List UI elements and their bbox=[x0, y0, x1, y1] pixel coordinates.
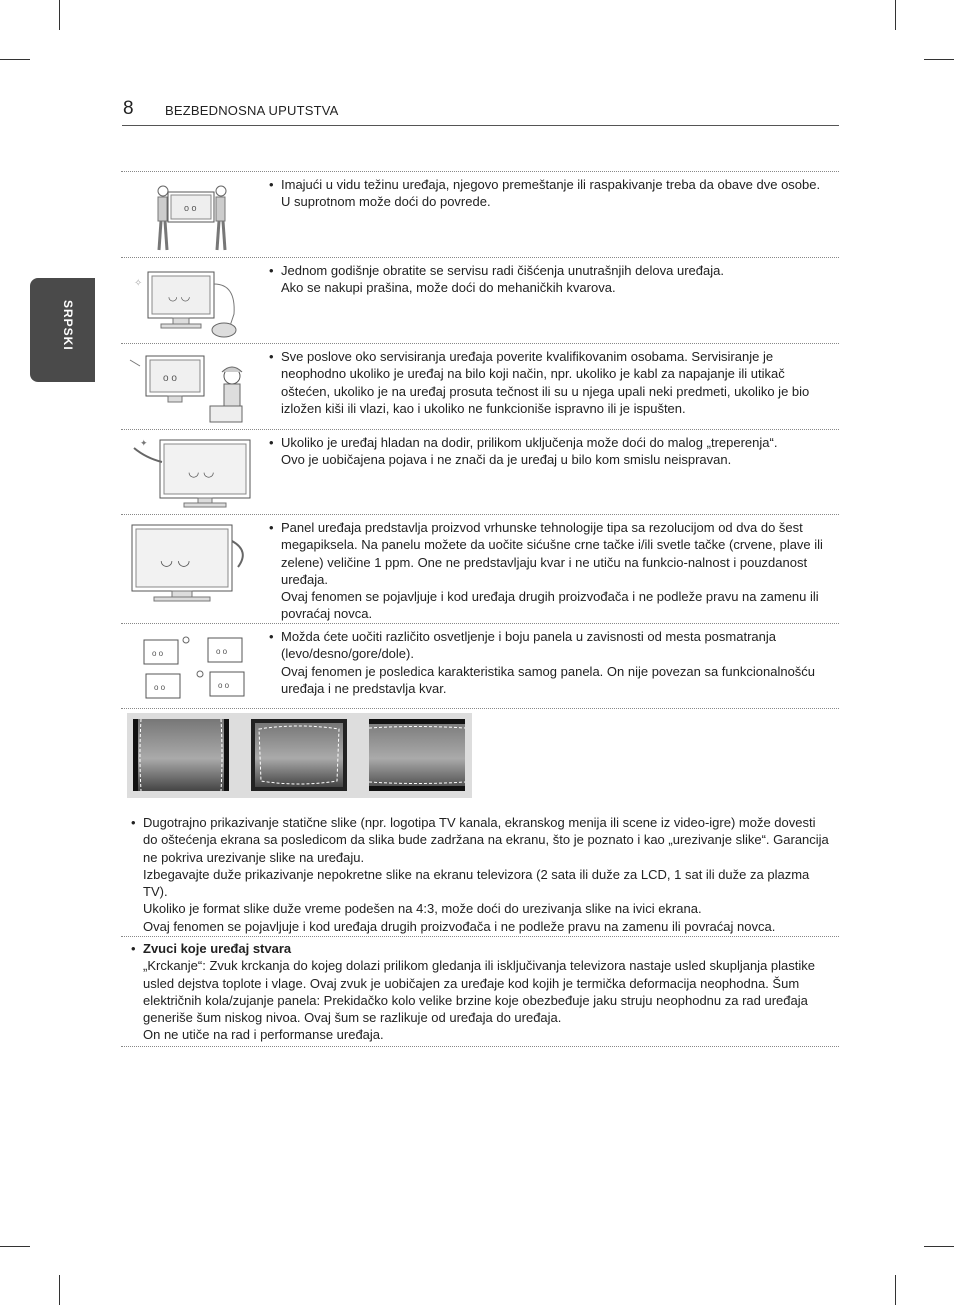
sounds-section bbox=[131, 940, 833, 1044]
two-people-carrying-tv-icon bbox=[126, 178, 256, 254]
tv-pixel-dots-icon bbox=[126, 521, 256, 611]
safety-row bbox=[121, 514, 839, 623]
svg-text:✦: ✦ bbox=[140, 438, 148, 448]
svg-text:o o: o o bbox=[184, 203, 197, 213]
row-text-line: Ako se nakupi prašina, može doći do mehaničkih kvarova. bbox=[281, 280, 616, 296]
safety-row bbox=[121, 257, 839, 343]
header-divider bbox=[122, 125, 839, 126]
crop-mark bbox=[0, 1246, 30, 1247]
row-text-line: Panel uređaja predstavlja proizvod vrhunske tehnologije tipa sa rezolucijom od dva do šest megapiksela. Na panelu možete da uočite sićušne crne tačke i/ili svetle tačke (crvene, plave ili zelene) veličine 1 ppm. One ne predstavljaju kvar i ne utiču na funkcio-nalnost i pouzdanost uređaja. bbox=[281, 520, 823, 587]
crop-mark bbox=[59, 0, 60, 30]
svg-text:o o: o o bbox=[152, 649, 164, 658]
svg-text:◡ ◡: ◡ ◡ bbox=[188, 464, 215, 479]
landscape-photo-vertical-bars bbox=[133, 719, 229, 791]
svg-text:o o: o o bbox=[218, 681, 230, 690]
tv-viewing-angles-icon bbox=[126, 630, 256, 706]
divider bbox=[121, 936, 839, 937]
paragraph-line: Ovaj fenomen se pojavljuje i kod uređaja drugih proizvođača i ne podleže pravu na zamenu ili povraćaj novca. bbox=[143, 918, 776, 934]
crop-mark bbox=[895, 0, 896, 30]
bullet: • bbox=[269, 435, 274, 450]
svg-text:o o: o o bbox=[216, 647, 228, 656]
crop-mark bbox=[924, 59, 954, 60]
bullet: • bbox=[269, 349, 274, 364]
bullet: • bbox=[269, 629, 274, 644]
bullet: • bbox=[269, 263, 274, 278]
bullet: • bbox=[269, 520, 274, 535]
paragraph-line: Dugotrajno prikazivanje statične slike (npr. logotipa TV kanala, ekranskog menija ili scene iz video-igre) može dovesti do oštećenja ekrana sa posledicom da slika bude zadržana na ekranu, što je poznato i kao „urezivanje slike“. Garancija ne pokriva urezivanje slike na uređaju. bbox=[143, 815, 829, 865]
section-title: BEZBEDNOSNA UPUTSTVA bbox=[165, 103, 339, 118]
landscape-photo-wide bbox=[369, 719, 465, 791]
bullet: • bbox=[269, 177, 274, 192]
sounds-heading: Zvuci koje uređaj stvara bbox=[143, 941, 292, 956]
row-text-line: Ovaj fenomen je posledica karakteristika samog panela. On nije povezan sa funkcionalnošću uređaja i ne predstavlja kvar. bbox=[281, 663, 816, 696]
svg-text:✧: ✧ bbox=[134, 278, 143, 289]
row-text-line: Ukoliko je uređaj hladan na dodir, prilikom uključenja može doći do malog „treperenja“. bbox=[281, 435, 778, 450]
tv-touch-flicker-icon bbox=[126, 436, 256, 512]
paragraph-line: Izbegavajte duže prikazivanje nepokretne slike na ekranu televizora (2 sata ili duže za LCD, 1 sat ili duže za plazma TV). bbox=[143, 866, 810, 900]
row-text-line: Ovaj fenomen se pojavljuje i kod uređaja drugih proizvođača i ne podleže pravu na zamenu ili povraćaj novca. bbox=[281, 589, 819, 622]
tv-service-technician-icon bbox=[126, 350, 256, 426]
divider bbox=[121, 708, 839, 709]
tv-vacuum-cleaner-icon bbox=[126, 264, 256, 340]
row-text-line: Sve poslove oko servisiranja uređaja poverite kvalifikovanim osobama. Servisiranje je neophodno ukoliko je uređaj na bilo koji način, npr. ukoliko je kabl za napajanje ili utikač oštećen, ukoliko je na uređaj prosuta tečnost ili su u njega upali neki predmeti, ukoliko je bio izložen kiši ili vlazi, kao i ukoliko ne funkcioniše ispravno ili je ispušten. bbox=[281, 349, 810, 416]
crop-mark bbox=[895, 1275, 896, 1305]
safety-row bbox=[121, 623, 839, 709]
svg-text:◡ ◡: ◡ ◡ bbox=[168, 291, 191, 303]
crop-mark bbox=[0, 59, 30, 60]
divider bbox=[121, 1046, 839, 1047]
page-number: 8 bbox=[123, 98, 134, 119]
row-text-line: Jednom godišnje obratite se servisu radi čišćenja unutrašnjih delova uređaja. bbox=[281, 263, 724, 278]
bullet: • bbox=[131, 941, 136, 956]
row-text-line: Ovo je uobičajena pojava i ne znači da je uređaj u bilo kom smislu neispravan. bbox=[281, 452, 732, 468]
row-text-line: Možda ćete uočiti različito osvetljenje i boju panela u zavisnosti od mesta posmatranja (levo/desno/gore/dole). bbox=[281, 629, 776, 662]
svg-text:o o: o o bbox=[163, 373, 177, 384]
paragraph-line: „Krckanje“: Zvuk krckanja do kojeg dolazi prilikom gledanja ili isključivanja televizora nastaje usled skupljanja plastike usled dejstva toplote i vlage. Ovaj zvuk je uobičajen za uređaje kod kojih je termička deformacija neophodna. Šum električnih kola/zujanje panela: Prekidačko kolo velike brzine koje obezbeđuje jaku struju neophodnu za rad uređaja generiše šum niskog nivoa. Ovaj šum se razlikuje od uređaja do uređaja. bbox=[143, 958, 815, 1026]
bullet: • bbox=[131, 815, 136, 830]
language-tab-label: SRPSKI bbox=[61, 300, 75, 351]
paragraph-line: On ne utiče na rad i performanse uređaja. bbox=[143, 1027, 384, 1043]
safety-row bbox=[121, 171, 839, 257]
row-text-line: U suprotnom može doći do povrede. bbox=[281, 194, 491, 210]
row-text-line: Imajući u vidu težinu uređaja, njegovo premeštanje ili raspakivanje treba da obave dve osobe. bbox=[281, 177, 821, 192]
image-retention-illustration bbox=[127, 713, 472, 798]
safety-row bbox=[121, 429, 839, 515]
paragraph-line: Ukoliko je format slike duže vreme podešen na 4:3, može doći do urezivanja slike na ivici ekrana. bbox=[143, 901, 702, 917]
image-retention-text bbox=[131, 814, 833, 935]
landscape-photo-bordered bbox=[251, 719, 347, 791]
safety-row bbox=[121, 343, 839, 429]
crop-mark bbox=[924, 1246, 954, 1247]
crop-mark bbox=[59, 1275, 60, 1305]
svg-text:o o: o o bbox=[154, 683, 166, 692]
svg-text:◡ ◡: ◡ ◡ bbox=[160, 552, 191, 569]
